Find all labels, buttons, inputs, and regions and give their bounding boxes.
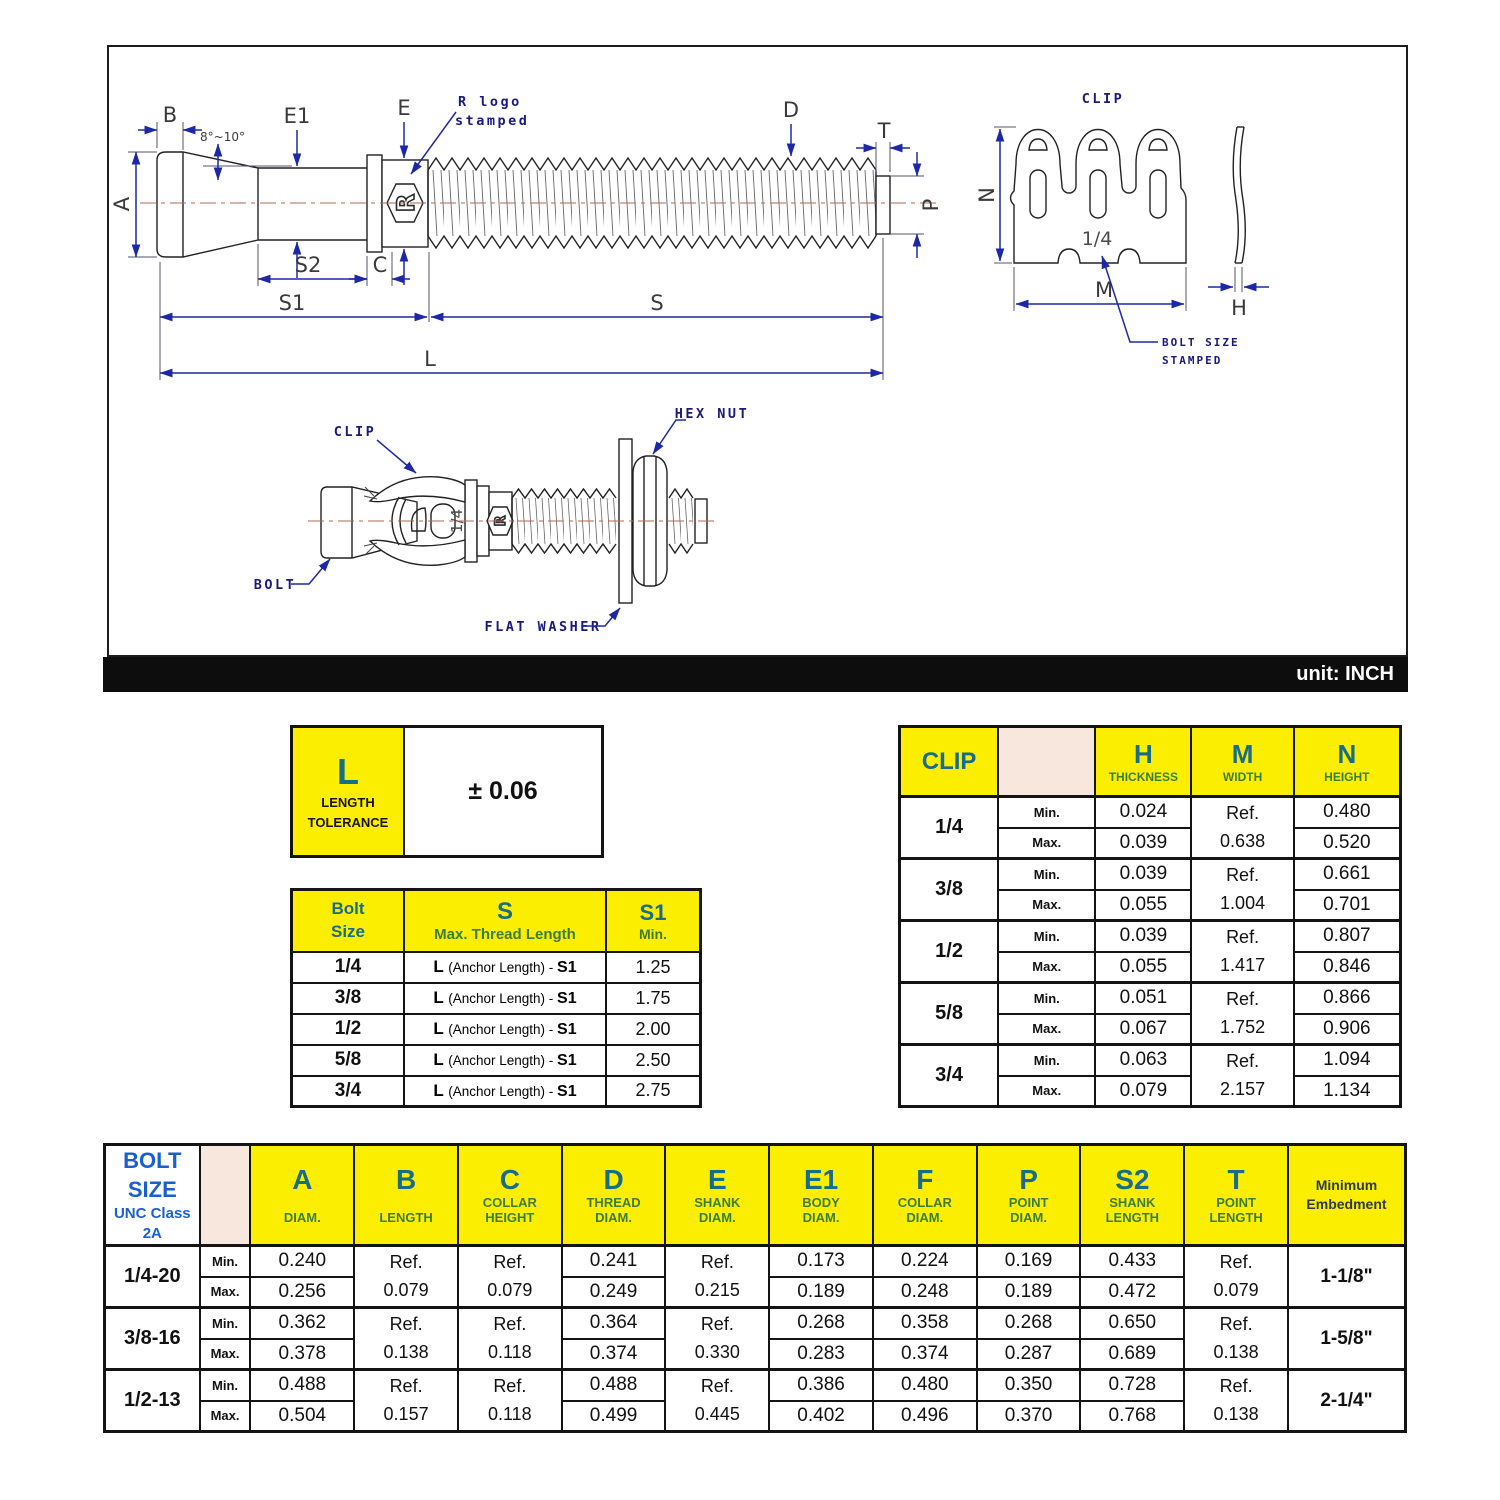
ref-label: Ref. bbox=[389, 1313, 423, 1334]
ref-label: Ref. bbox=[1226, 988, 1260, 1009]
formula-mid: (Anchor Length) - bbox=[448, 991, 558, 1006]
bolt-table-title-cell bbox=[105, 1145, 200, 1246]
max-label: Max. bbox=[998, 828, 1095, 859]
n-min: 0.807 bbox=[1294, 921, 1401, 952]
dim-t: T bbox=[877, 119, 891, 143]
min-label: Min. bbox=[998, 983, 1095, 1014]
ref-label: Ref. bbox=[1219, 1375, 1253, 1396]
header-s-symbol: S bbox=[496, 898, 513, 926]
header-size: Size bbox=[330, 921, 366, 941]
clip-size: 3/8 bbox=[900, 859, 999, 921]
clip-table-blank-cell bbox=[998, 727, 1095, 797]
formula-s1: S1 bbox=[557, 1052, 577, 1069]
ref-label: Ref. bbox=[700, 1251, 734, 1272]
bolt-size: 1/4-20 bbox=[105, 1246, 200, 1308]
col-symbol: F bbox=[916, 1163, 934, 1195]
size-cell: 3/8 bbox=[292, 983, 405, 1014]
c-ref bbox=[458, 1246, 562, 1308]
b-value: 0.138 bbox=[383, 1341, 429, 1362]
formula-mid: (Anchor Length) - bbox=[448, 1083, 558, 1099]
formula-l: L bbox=[433, 957, 444, 976]
bolt-dimension-table bbox=[103, 1143, 1407, 1433]
h-max: 0.079 bbox=[1095, 1076, 1191, 1107]
table-row bbox=[105, 1308, 1406, 1339]
col-header-f bbox=[873, 1145, 977, 1246]
d-max: 0.249 bbox=[562, 1277, 666, 1308]
col-header-e1 bbox=[769, 1145, 873, 1246]
clip-view-title: CLIP bbox=[1081, 91, 1125, 107]
table-row bbox=[900, 797, 1401, 828]
bolt-table-blank-cell bbox=[200, 1145, 251, 1246]
ref-label: Ref. bbox=[493, 1251, 527, 1272]
clip-size: 1/4 bbox=[900, 797, 999, 859]
col-sub2: DIAM. bbox=[595, 1209, 632, 1225]
ref-label: Ref. bbox=[1226, 802, 1260, 823]
min-label: Min. bbox=[998, 921, 1095, 952]
table-row bbox=[292, 983, 701, 1014]
header-h-sub: THICKNESS bbox=[1108, 770, 1179, 784]
h-max: 0.055 bbox=[1095, 890, 1191, 921]
formula-cell bbox=[404, 983, 606, 1014]
col-header-b bbox=[354, 1145, 458, 1246]
f-max: 0.248 bbox=[873, 1277, 977, 1308]
dim-s2: S2 bbox=[294, 253, 322, 277]
header-s1-sub: Min. bbox=[639, 925, 667, 942]
e-ref bbox=[665, 1370, 769, 1432]
col-header-p bbox=[977, 1145, 1081, 1246]
header-m-sub: WIDTH bbox=[1222, 770, 1263, 784]
table-row bbox=[292, 1076, 701, 1107]
ref-label: Ref. bbox=[700, 1313, 734, 1334]
n-max: 0.520 bbox=[1294, 828, 1401, 859]
formula-cell bbox=[404, 1014, 606, 1045]
col-header-c bbox=[458, 1145, 562, 1246]
ref-label: Ref. bbox=[700, 1375, 734, 1396]
dim-s1: S1 bbox=[278, 291, 306, 315]
size-cell: 5/8 bbox=[292, 1045, 405, 1076]
s2-min: 0.728 bbox=[1080, 1370, 1184, 1401]
dim-l: L bbox=[424, 347, 436, 371]
formula-cell bbox=[404, 952, 606, 983]
clip-size: 1/2 bbox=[900, 921, 999, 983]
h-max: 0.067 bbox=[1095, 1014, 1191, 1045]
assembled-r-logo: R bbox=[493, 515, 509, 527]
table-row bbox=[292, 1014, 701, 1045]
dim-c: C bbox=[372, 253, 388, 277]
e1-max: 0.283 bbox=[769, 1339, 873, 1370]
assembly-bolt-label: BOLT bbox=[253, 577, 297, 593]
size-cell: 1/2 bbox=[292, 1014, 405, 1045]
min-label: Min. bbox=[998, 1045, 1095, 1076]
col-sub1: THREAD bbox=[586, 1194, 641, 1210]
header-s1-symbol: S1 bbox=[639, 899, 667, 925]
col-sub2: DIAM. bbox=[283, 1209, 321, 1225]
max-label: Max. bbox=[998, 1014, 1095, 1045]
col-header-d bbox=[562, 1145, 666, 1246]
size-cell: 3/4 bbox=[292, 1076, 405, 1107]
h-min: 0.063 bbox=[1095, 1045, 1191, 1076]
table-row bbox=[105, 1246, 1406, 1277]
size-cell: 1/4 bbox=[292, 952, 405, 983]
col-symbol: T bbox=[1227, 1163, 1245, 1195]
c-ref bbox=[458, 1370, 562, 1432]
e1-min: 0.173 bbox=[769, 1246, 873, 1277]
min-label: Min. bbox=[998, 859, 1095, 890]
bolt-size-stamped-line2: STAMPED bbox=[1162, 354, 1223, 367]
assembly-clip-label: CLIP bbox=[333, 424, 377, 440]
formula-s1: S1 bbox=[557, 1082, 577, 1100]
f-max: 0.496 bbox=[873, 1401, 977, 1432]
m-ref bbox=[1191, 983, 1293, 1045]
col-symbol: A bbox=[292, 1163, 313, 1195]
min-label: Min. bbox=[200, 1308, 251, 1339]
max-label: Max. bbox=[998, 1076, 1095, 1107]
dim-s: S bbox=[650, 291, 664, 315]
b-value: 0.157 bbox=[383, 1403, 429, 1424]
formula-l: L bbox=[433, 1080, 444, 1100]
header-m-symbol: M bbox=[1231, 739, 1254, 769]
e-ref bbox=[665, 1246, 769, 1308]
col-symbol: S2 bbox=[1115, 1163, 1150, 1195]
header-bolt: Bolt bbox=[331, 898, 365, 918]
a-max: 0.378 bbox=[250, 1339, 354, 1370]
t-value: 0.138 bbox=[1213, 1341, 1259, 1362]
ref-label: Ref. bbox=[1226, 1050, 1260, 1071]
b-ref bbox=[354, 1370, 458, 1432]
col-header-e bbox=[665, 1145, 769, 1246]
col-sub1: COLLAR bbox=[482, 1194, 537, 1210]
max-label: Max. bbox=[200, 1339, 251, 1370]
s1-value: 1.75 bbox=[606, 983, 701, 1014]
ref-label: Ref. bbox=[1226, 926, 1260, 947]
r-logo-note-line1: R logo bbox=[458, 94, 522, 110]
col-symbol: B bbox=[395, 1163, 417, 1195]
formula-s1: S1 bbox=[557, 990, 577, 1007]
clip-table bbox=[898, 725, 1402, 1108]
embed-label-2: Embedment bbox=[1306, 1196, 1387, 1212]
formula-l: L bbox=[433, 988, 444, 1007]
col-sub1: POINT bbox=[1008, 1194, 1049, 1210]
a-max: 0.504 bbox=[250, 1401, 354, 1432]
clip-size: 5/8 bbox=[900, 983, 999, 1045]
a-min: 0.240 bbox=[250, 1246, 354, 1277]
p-min: 0.350 bbox=[977, 1370, 1081, 1401]
clip-table-title-cell bbox=[900, 727, 999, 797]
col-symbol: E bbox=[707, 1163, 727, 1195]
embedment-value: 1-1/8" bbox=[1288, 1246, 1406, 1308]
d-min: 0.488 bbox=[562, 1370, 666, 1401]
dim-b: B bbox=[162, 103, 178, 127]
col-sub2: LENGTH bbox=[379, 1209, 433, 1225]
s2-max: 0.472 bbox=[1080, 1277, 1184, 1308]
tolerance-value: ± 0.06 bbox=[468, 777, 538, 805]
h-min: 0.051 bbox=[1095, 983, 1191, 1014]
clip-size: 3/4 bbox=[900, 1045, 999, 1107]
ref-label: Ref. bbox=[493, 1375, 527, 1396]
dim-e1: E1 bbox=[283, 104, 311, 128]
ref-label: Ref. bbox=[389, 1251, 423, 1272]
bolt-size: 3/8-16 bbox=[105, 1308, 200, 1370]
min-label: Min. bbox=[200, 1370, 251, 1401]
t-ref bbox=[1184, 1308, 1288, 1370]
e-value: 0.330 bbox=[694, 1341, 740, 1362]
n-max: 1.134 bbox=[1294, 1076, 1401, 1107]
ref-label: Ref. bbox=[389, 1375, 423, 1396]
col-sub2: HEIGHT bbox=[485, 1209, 535, 1225]
dim-e: E bbox=[397, 96, 411, 120]
bolt-side-view bbox=[140, 152, 938, 257]
a-min: 0.488 bbox=[250, 1370, 354, 1401]
h-min: 0.039 bbox=[1095, 859, 1191, 890]
d-min: 0.364 bbox=[562, 1308, 666, 1339]
formula-l: L bbox=[433, 1019, 444, 1038]
clip-table-header-m bbox=[1191, 727, 1293, 797]
bolt-table-title-2: SIZE bbox=[127, 1176, 177, 1202]
col-sub1 bbox=[251, 1196, 353, 1211]
formula-cell bbox=[404, 1045, 606, 1076]
col-symbol: C bbox=[499, 1163, 520, 1195]
dim-p: P bbox=[919, 198, 943, 212]
p-min: 0.169 bbox=[977, 1246, 1081, 1277]
b-value: 0.079 bbox=[383, 1279, 429, 1300]
unit-bar bbox=[103, 657, 1408, 692]
min-label: Min. bbox=[998, 797, 1095, 828]
p-max: 0.370 bbox=[977, 1401, 1081, 1432]
e-value: 0.445 bbox=[694, 1403, 740, 1424]
bolt-table-title-3: UNC Class 2A bbox=[113, 1205, 191, 1242]
formula-s1: S1 bbox=[557, 959, 577, 976]
t-ref bbox=[1184, 1246, 1288, 1308]
dim-m: M bbox=[1094, 278, 1114, 302]
col-sub2: DIAM. bbox=[906, 1209, 944, 1225]
f-min: 0.358 bbox=[873, 1308, 977, 1339]
a-min: 0.362 bbox=[250, 1308, 354, 1339]
m-value: 1.004 bbox=[1220, 892, 1266, 913]
col-sub2: DIAM. bbox=[698, 1209, 736, 1225]
header-n-sub: HEIGHT bbox=[1324, 770, 1370, 784]
col-symbol: P bbox=[1019, 1163, 1038, 1195]
table-row bbox=[292, 1045, 701, 1076]
col-symbol: D bbox=[603, 1163, 624, 1195]
p-max: 0.189 bbox=[977, 1277, 1081, 1308]
n-min: 0.866 bbox=[1294, 983, 1401, 1014]
s1-value: 2.50 bbox=[606, 1045, 701, 1076]
clip-flat-view bbox=[975, 91, 1269, 367]
h-min: 0.039 bbox=[1095, 921, 1191, 952]
f-min: 0.224 bbox=[873, 1246, 977, 1277]
m-value: 1.752 bbox=[1220, 1016, 1266, 1037]
ref-label: Ref. bbox=[1219, 1313, 1253, 1334]
e1-max: 0.189 bbox=[769, 1277, 873, 1308]
thread-length-table bbox=[290, 888, 702, 1108]
clip-size-stamp: 1/4 bbox=[1081, 228, 1113, 250]
c-value: 0.118 bbox=[487, 1403, 532, 1424]
tolerance-value-cell bbox=[404, 727, 603, 857]
max-label: Max. bbox=[998, 890, 1095, 921]
col-header-t bbox=[1184, 1145, 1288, 1246]
d-max: 0.499 bbox=[562, 1401, 666, 1432]
p-min: 0.268 bbox=[977, 1308, 1081, 1339]
table-row bbox=[900, 921, 1401, 952]
n-max: 0.846 bbox=[1294, 952, 1401, 983]
header-s-sub: Max. Thread Length bbox=[434, 926, 576, 944]
m-value: 2.157 bbox=[1220, 1078, 1266, 1099]
col-sub1: COLLAR bbox=[897, 1194, 952, 1210]
embedment-value: 2-1/4" bbox=[1288, 1370, 1406, 1432]
formula-mid: (Anchor Length) - bbox=[448, 1053, 558, 1068]
n-max: 0.906 bbox=[1294, 1014, 1401, 1045]
col-header-s2 bbox=[1080, 1145, 1184, 1246]
e1-min: 0.268 bbox=[769, 1308, 873, 1339]
tolerance-symbol-cell bbox=[292, 727, 405, 857]
s1-value: 2.00 bbox=[606, 1014, 701, 1045]
t-value: 0.079 bbox=[1213, 1279, 1259, 1300]
c-value: 0.118 bbox=[487, 1341, 532, 1362]
header-n-symbol: N bbox=[1337, 739, 1357, 769]
assembled-clip-stamp: 1/4 bbox=[448, 508, 466, 534]
clip-table-title: CLIP bbox=[921, 747, 977, 775]
m-ref bbox=[1191, 921, 1293, 983]
ref-label: Ref. bbox=[1219, 1251, 1253, 1272]
a-max: 0.256 bbox=[250, 1277, 354, 1308]
clip-table-header-n bbox=[1294, 727, 1401, 797]
h-min: 0.024 bbox=[1095, 797, 1191, 828]
e1-min: 0.386 bbox=[769, 1370, 873, 1401]
col-sub1 bbox=[355, 1196, 457, 1211]
s1-value: 1.25 bbox=[606, 952, 701, 983]
assembled-view bbox=[254, 406, 749, 635]
thread-table-header-s1 bbox=[606, 890, 701, 952]
d-min: 0.241 bbox=[562, 1246, 666, 1277]
col-sub2: DIAM. bbox=[1010, 1209, 1047, 1225]
s2-max: 0.768 bbox=[1080, 1401, 1184, 1432]
technical-drawing bbox=[107, 45, 1408, 657]
col-sub2: DIAM. bbox=[802, 1209, 840, 1225]
dim-h: H bbox=[1231, 296, 1247, 320]
f-min: 0.480 bbox=[873, 1370, 977, 1401]
assembly-hex-nut-label: HEX NUT bbox=[674, 406, 750, 422]
bolt-size-stamped-line1: BOLT SIZE bbox=[1162, 336, 1240, 349]
formula-cell bbox=[404, 1076, 606, 1107]
ref-label: Ref. bbox=[1226, 864, 1260, 885]
h-max: 0.055 bbox=[1095, 952, 1191, 983]
min-label: Min. bbox=[200, 1246, 251, 1277]
angle-note: 8°~10° bbox=[200, 130, 245, 144]
m-ref bbox=[1191, 1045, 1293, 1107]
ref-label: Ref. bbox=[493, 1313, 527, 1334]
f-max: 0.374 bbox=[873, 1339, 977, 1370]
c-ref bbox=[458, 1308, 562, 1370]
h-max: 0.039 bbox=[1095, 828, 1191, 859]
tolerance-symbol: L bbox=[337, 751, 359, 792]
table-row bbox=[900, 983, 1401, 1014]
bolt-size: 1/2-13 bbox=[105, 1370, 200, 1432]
table-row bbox=[900, 859, 1401, 890]
col-symbol: E1 bbox=[803, 1163, 839, 1195]
clip-table-header-h bbox=[1095, 727, 1191, 797]
col-sub1: SHANK bbox=[694, 1194, 741, 1210]
bolt-table-title-1: BOLT bbox=[123, 1147, 182, 1173]
col-sub2: LENGTH bbox=[1105, 1209, 1160, 1225]
m-value: 0.638 bbox=[1220, 830, 1266, 851]
header-h-symbol: H bbox=[1134, 739, 1153, 769]
d-max: 0.374 bbox=[562, 1339, 666, 1370]
col-header-a bbox=[250, 1145, 354, 1246]
r-logo-note-line2: stamped bbox=[455, 113, 530, 129]
table-row bbox=[900, 1045, 1401, 1076]
embedment-value: 1-5/8" bbox=[1288, 1308, 1406, 1370]
max-label: Max. bbox=[200, 1401, 251, 1432]
m-ref bbox=[1191, 859, 1293, 921]
formula-mid: (Anchor Length) - bbox=[448, 1022, 558, 1037]
s2-min: 0.433 bbox=[1080, 1246, 1184, 1277]
table-row bbox=[292, 952, 701, 983]
s2-min: 0.650 bbox=[1080, 1308, 1184, 1339]
unit-label: unit: INCH bbox=[1296, 663, 1394, 685]
m-value: 1.417 bbox=[1220, 954, 1266, 975]
r-logo-glyph: R bbox=[392, 193, 420, 213]
n-max: 0.701 bbox=[1294, 890, 1401, 921]
max-label: Max. bbox=[998, 952, 1095, 983]
assembly-flat-washer-label: FLAT WASHER bbox=[484, 619, 602, 635]
e-ref bbox=[665, 1308, 769, 1370]
e-value: 0.215 bbox=[694, 1279, 740, 1300]
b-ref bbox=[354, 1308, 458, 1370]
p-max: 0.287 bbox=[977, 1339, 1081, 1370]
thread-table-header-size bbox=[292, 890, 405, 952]
max-label: Max. bbox=[200, 1277, 251, 1308]
s1-value: 2.75 bbox=[606, 1076, 701, 1107]
n-min: 0.661 bbox=[1294, 859, 1401, 890]
t-value: 0.138 bbox=[1213, 1403, 1259, 1424]
n-min: 1.094 bbox=[1294, 1045, 1401, 1076]
thread-table-header-s bbox=[404, 890, 606, 952]
length-tolerance-table bbox=[290, 725, 604, 858]
table-row bbox=[105, 1370, 1406, 1401]
e1-max: 0.402 bbox=[769, 1401, 873, 1432]
col-sub2: LENGTH bbox=[1209, 1209, 1263, 1225]
c-value: 0.079 bbox=[487, 1279, 533, 1300]
dim-n: N bbox=[975, 187, 999, 203]
m-ref bbox=[1191, 797, 1293, 859]
formula-mid: (Anchor Length) - bbox=[448, 960, 558, 975]
col-header-embedment bbox=[1288, 1145, 1406, 1246]
tolerance-label-1: LENGTH bbox=[321, 795, 375, 810]
t-ref bbox=[1184, 1370, 1288, 1432]
col-sub1: BODY bbox=[802, 1194, 840, 1210]
dim-a: A bbox=[110, 196, 134, 212]
n-min: 0.480 bbox=[1294, 797, 1401, 828]
formula-l: L bbox=[433, 1050, 444, 1069]
col-sub1: SHANK bbox=[1109, 1194, 1156, 1210]
dim-d: D bbox=[782, 98, 800, 122]
b-ref bbox=[354, 1246, 458, 1308]
formula-s1: S1 bbox=[557, 1021, 577, 1038]
tolerance-label-2: TOLERANCE bbox=[307, 814, 389, 830]
embed-label-1: Minimum bbox=[1315, 1177, 1378, 1194]
col-sub1: POINT bbox=[1216, 1194, 1256, 1210]
s2-max: 0.689 bbox=[1080, 1339, 1184, 1370]
